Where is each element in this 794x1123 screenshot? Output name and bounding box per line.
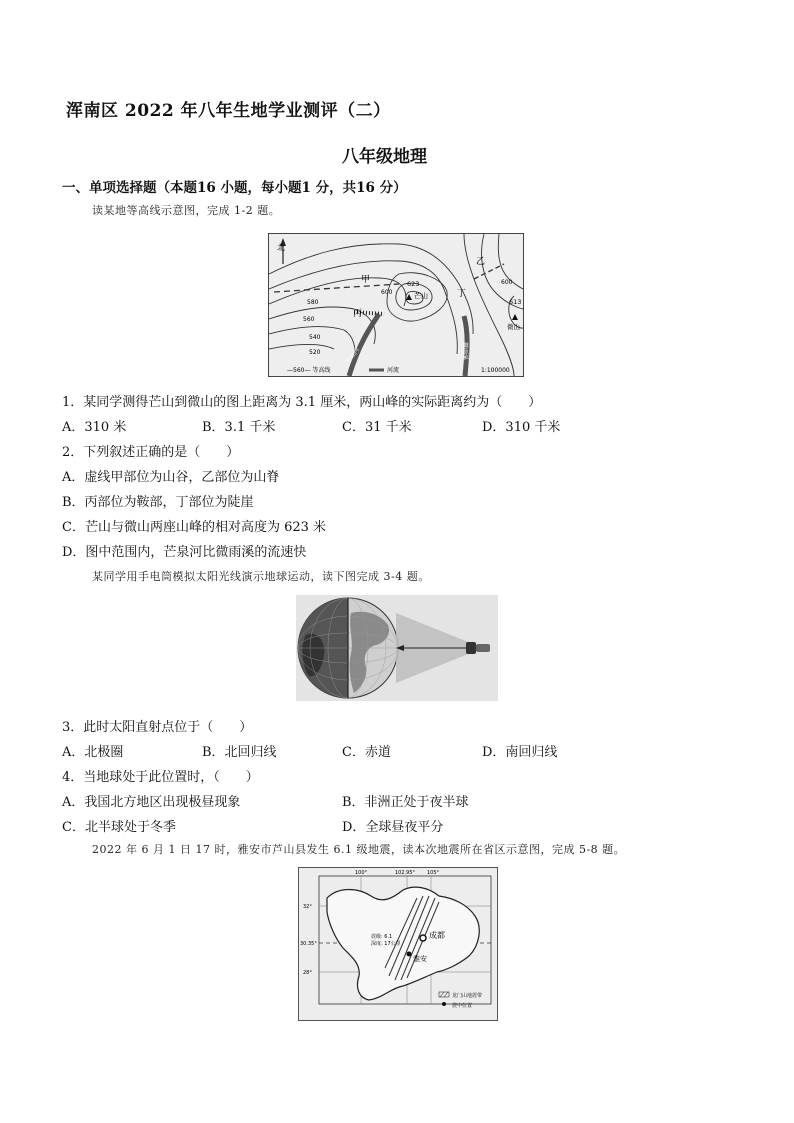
globe-figure [296, 595, 498, 701]
epicenter-dot [407, 952, 412, 957]
city-chengdu: 成都 [429, 931, 445, 940]
q1-option-c: C．31 千米 [342, 420, 412, 435]
peak2-name: 微山 [507, 323, 520, 331]
sichuan-map [298, 867, 498, 1021]
q1-option-b: B．3.1 千米 [202, 420, 276, 435]
lon-label-102: 102.95° [395, 870, 415, 876]
lat-label-32: 32° [303, 904, 312, 910]
contour-label-580: 580 [307, 299, 319, 306]
lat-label-28: 28° [303, 970, 312, 976]
q3-option-b: B．北回归线 [202, 745, 277, 760]
exam-subtitle: 八年级地理 [342, 147, 427, 167]
river2-label: 微雨溪 [461, 342, 468, 361]
peak1-name: 芒山 [414, 292, 428, 300]
quake-magnitude: 震级: 6.1 [371, 934, 393, 940]
lon-label-100: 100° [355, 870, 368, 876]
q4-option-a: A．我国北方地区出现极昼现象 [62, 795, 241, 810]
contour-label-560: 560 [303, 316, 315, 323]
lat-label-30: 30.35° [300, 941, 317, 947]
section-heading: 一、单项选择题（本题16 小题，每小题1 分，共16 分） [62, 180, 407, 196]
peak2-height: 613 [509, 298, 522, 306]
chengdu-dot [420, 935, 426, 941]
instruction-3: 2022 年 6 月 1 日 17 时，雅安市芦山县发生 6.1 级地震，读本次地震所在省区示意图，完成 5-8 题。 [92, 843, 626, 856]
sichuan-map-svg [299, 868, 497, 1020]
quake-depth: 深度: 17公里 [371, 941, 401, 947]
label-jia: 甲 [361, 275, 371, 285]
legend-fault-zone: 龙门山地震带 [452, 993, 483, 999]
q4-option-c: C．北半球处于冬季 [62, 820, 176, 835]
exam-title: 浑南区 2022 年八年生地学业测评（二） [66, 101, 391, 121]
flashlight-body [476, 644, 490, 652]
q4-option-d: D．全球昼夜平分 [342, 820, 444, 835]
q3-option-d: D．南回归线 [482, 745, 558, 760]
instruction-2: 某同学用手电筒模拟太阳光线演示地球运动，读下图完成 3-4 题。 [92, 570, 430, 583]
lon-label-105: 105° [427, 870, 440, 876]
peak1-height: 623 [407, 280, 420, 288]
q2-option-c: C．芒山与微山两座山峰的相对高度为 623 米 [62, 520, 327, 535]
map-scale: 1:100000 [481, 367, 510, 374]
q3-option-a: A．北极圈 [62, 745, 124, 760]
label-yi: 乙 [476, 257, 486, 267]
legend-epicenter-dot [442, 1002, 446, 1006]
city-yaan: 雅安 [413, 955, 427, 963]
q1-option-a: A．310 米 [62, 420, 127, 435]
north-label: 北 [277, 243, 285, 252]
legend-river: 河流 [387, 367, 400, 374]
q1-option-d: D．310 千米 [482, 420, 561, 435]
globe-svg [296, 595, 498, 701]
label-ding: 丁 [457, 289, 467, 299]
legend-contour: —560— 等高线 [287, 367, 331, 374]
contour-label-600: 600 [381, 289, 393, 296]
q2-option-b: B．丙部位为鞍部，丁部位为陡崖 [62, 495, 254, 510]
question-1: 1．某同学测得芒山到微山的图上距离为 3.1 厘米，两山峰的实际距离约为（ ） [62, 395, 542, 410]
contour-map-svg [269, 234, 523, 376]
label-bing: 丙 [353, 309, 363, 319]
instruction-1: 读某地等高线示意图，完成 1-2 题。 [92, 204, 281, 217]
q3-option-c: C．赤道 [342, 745, 391, 760]
river1-label: 芒泉河 [344, 346, 361, 366]
q2-option-a: A．虚线甲部位为山谷，乙部位为山脊 [62, 470, 280, 485]
flashlight-head [466, 642, 476, 654]
q2-option-d: D．图中范围内，芒泉河比微雨溪的流速快 [62, 545, 307, 560]
contour-label-520: 520 [309, 349, 321, 356]
question-3: 3．此时太阳直射点位于（ ） [62, 720, 253, 735]
legend-epicenter: 震中位置 [452, 1003, 473, 1009]
question-4: 4．当地球处于此位置时，（ ） [62, 770, 259, 785]
question-2: 2．下列叙述正确的是（ ） [62, 445, 240, 460]
q4-option-b: B．非洲正处于夜半球 [342, 795, 469, 810]
contour-map [268, 233, 524, 377]
contour-label-600b: 600 [501, 279, 513, 286]
contour-label-540: 540 [309, 334, 321, 341]
